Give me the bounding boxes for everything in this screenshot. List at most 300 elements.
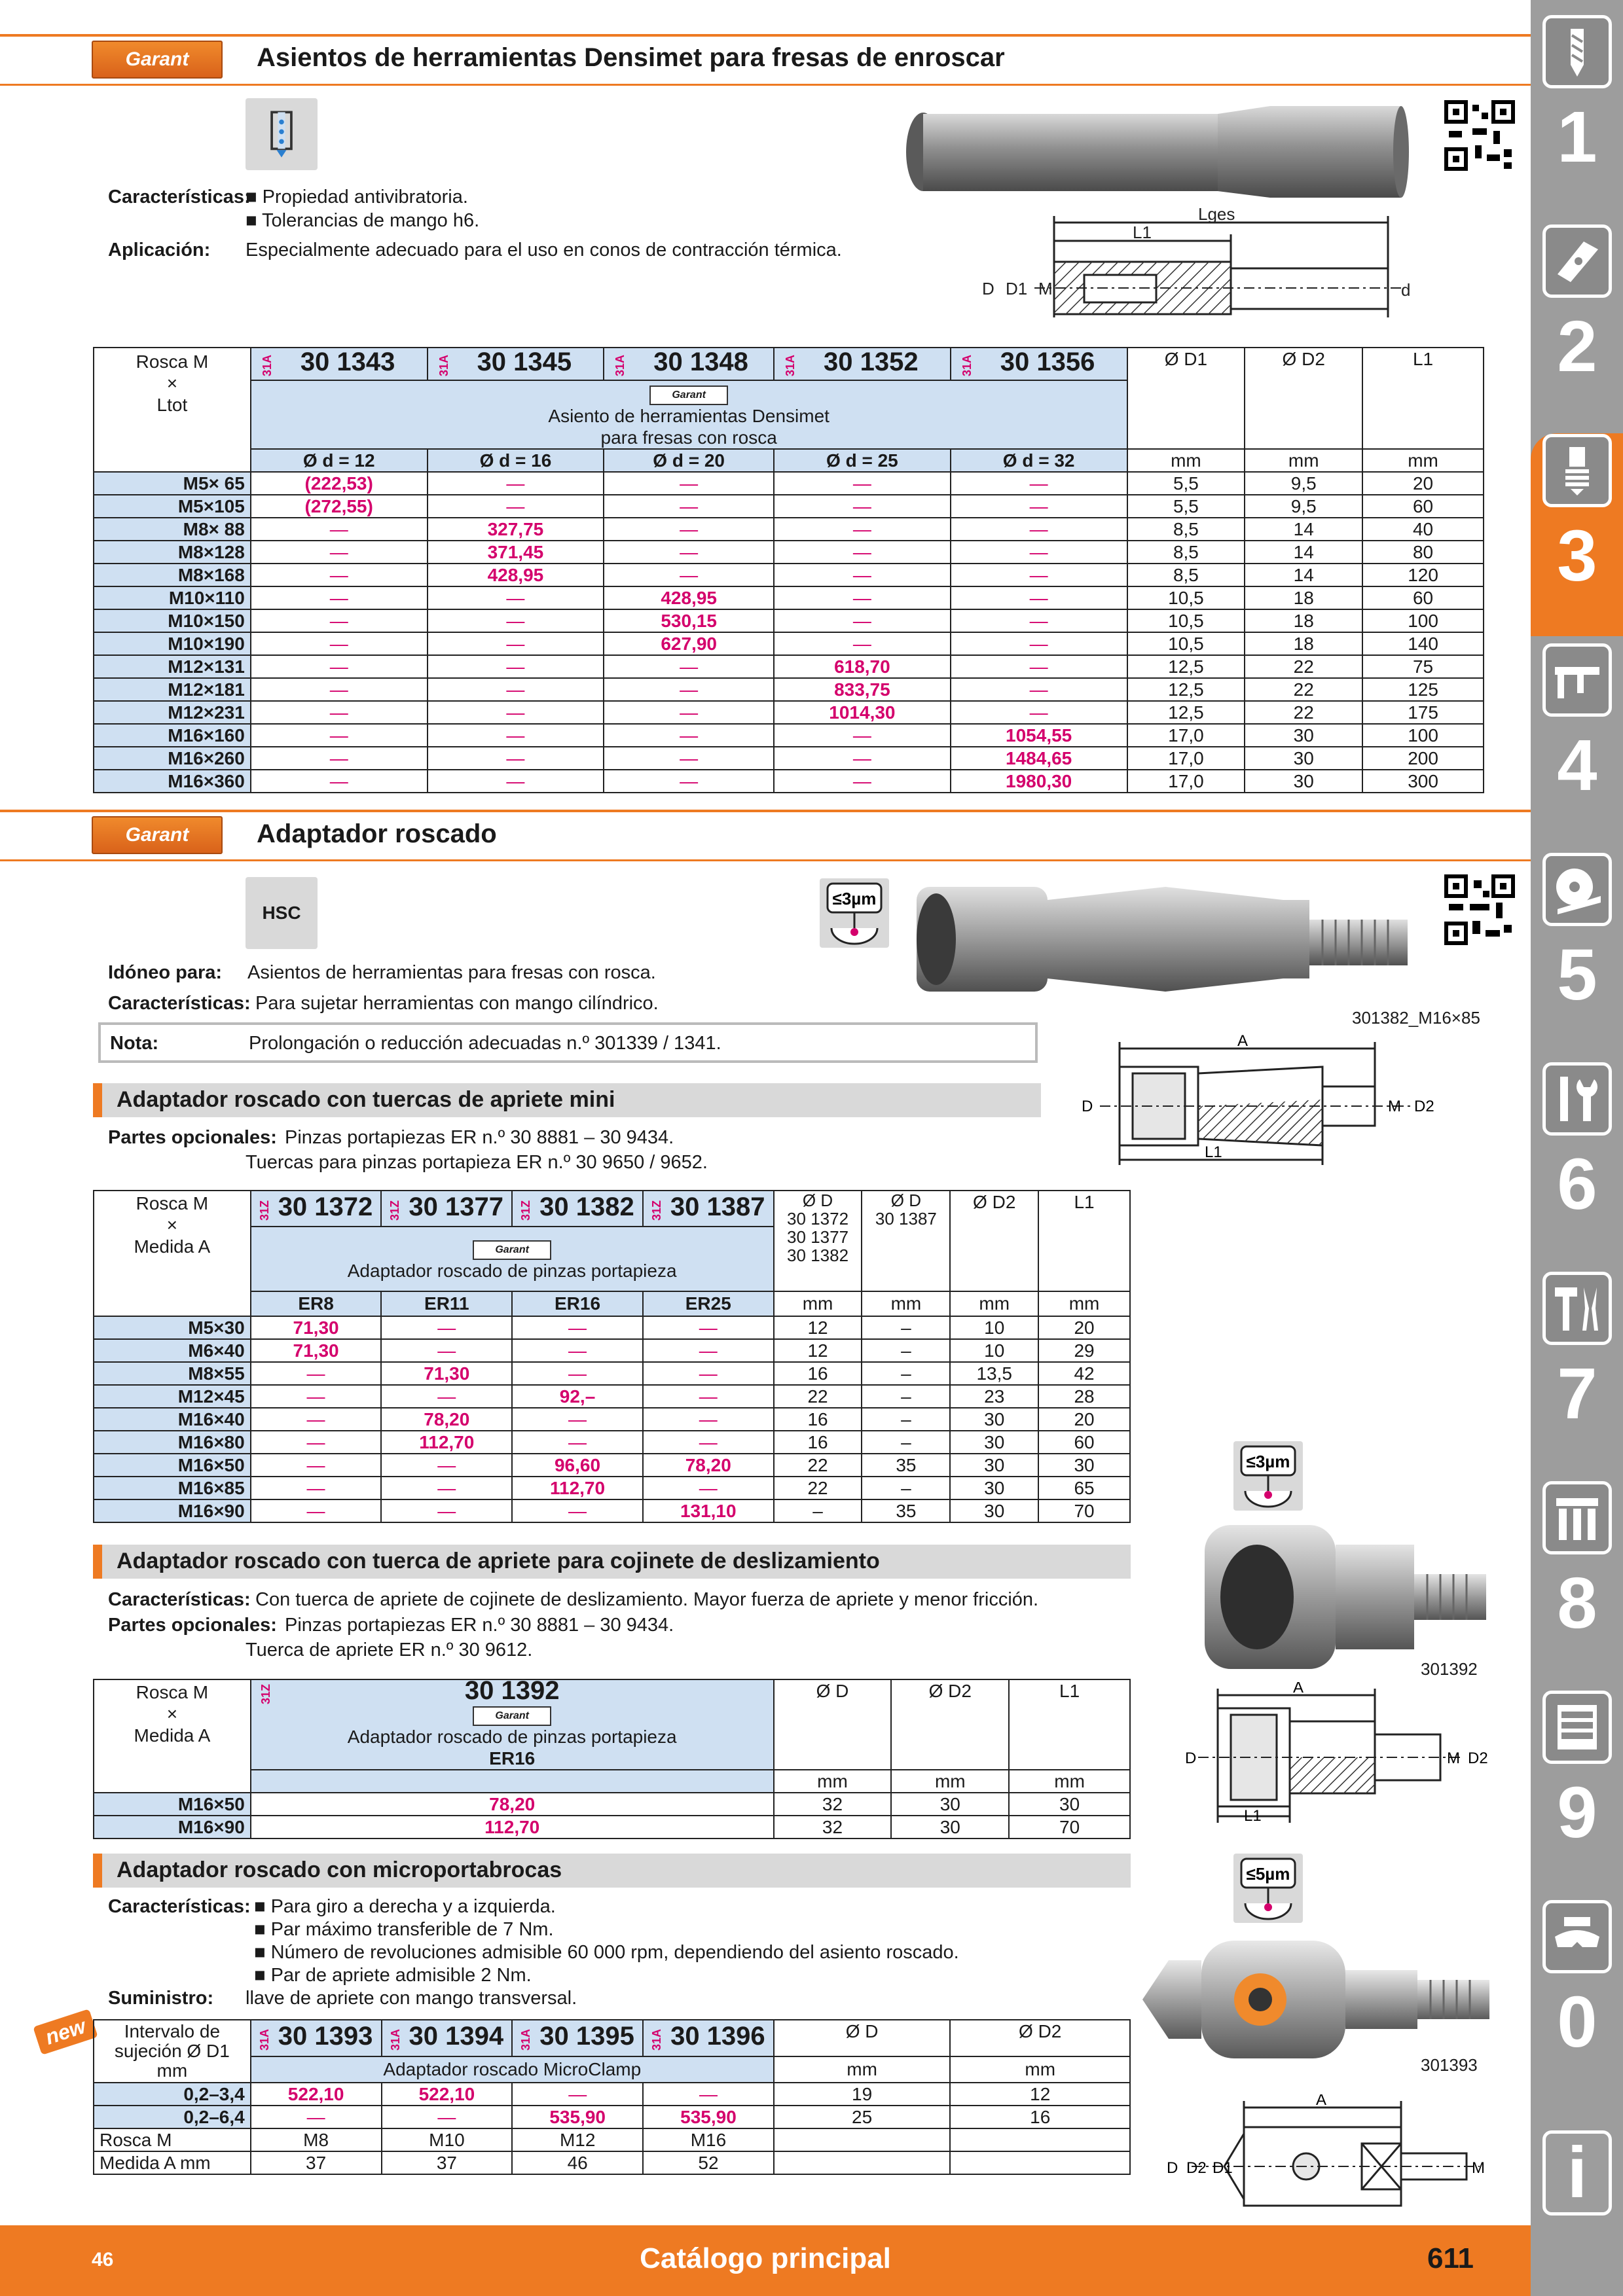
value-cell: 175 [1362, 701, 1484, 724]
price-cell: 112,70 [381, 1431, 512, 1454]
row-size: M12×231 [94, 701, 251, 724]
price-cell: 535,90 [643, 2106, 774, 2128]
table-row [94, 518, 1484, 541]
article-header: 31A 30 1395 [512, 2020, 643, 2056]
measure-cell: 37 [251, 2151, 382, 2174]
price-cell: — [251, 701, 428, 724]
value-cell: 30 [891, 1816, 1009, 1839]
er-size-header: ER25 [643, 1291, 774, 1316]
page-footer [0, 2225, 1531, 2296]
tab-chapter-1[interactable] [1539, 10, 1616, 219]
tab-number: 0 [1557, 1982, 1597, 2062]
col-header-l1: L1 [1009, 1679, 1130, 1770]
subsection-header: Adaptador roscado con tuerca de apriete para cojinete de deslizamiento [93, 1545, 1131, 1579]
col-header-d2: Ø D2 [891, 1679, 1009, 1770]
table-row [94, 2083, 1130, 2106]
price-cell: — [251, 724, 428, 747]
unit-cell: mm [774, 1770, 892, 1793]
value-cell: 10 [950, 1316, 1038, 1339]
er-size-header: ER16 [512, 1291, 643, 1316]
price-cell: — [251, 586, 428, 609]
info-icon: i [1542, 2130, 1612, 2215]
table-row [94, 747, 1484, 770]
value-cell: 22 [774, 1385, 862, 1408]
col-header-d-ref1: Ø D 30 1372 30 1377 30 1382 [774, 1191, 862, 1291]
value-cell: 32 [774, 1816, 892, 1839]
svg-text:≤3µm: ≤3µm [1246, 1452, 1290, 1471]
value-cell: 5,5 [1127, 495, 1245, 518]
price-cell: — [251, 564, 428, 586]
price-cell: 535,90 [512, 2106, 643, 2128]
price-cell: — [428, 655, 604, 678]
price-cell: 78,20 [381, 1408, 512, 1431]
row-size: M10×150 [94, 609, 251, 632]
section-title: Asientos de herramientas Densimet para fresas de enroscar [257, 43, 1005, 72]
price-cell: — [512, 1316, 643, 1339]
price-cell: 71,30 [251, 1316, 382, 1339]
unit-cell: mm [774, 1291, 862, 1316]
price-cell: — [604, 770, 774, 793]
price-cell: — [774, 472, 951, 495]
col-header-l1: L1 [1038, 1191, 1130, 1291]
value-cell: – [862, 1477, 950, 1499]
price-cell: 78,20 [251, 1793, 774, 1816]
value-cell: 14 [1245, 564, 1362, 586]
col-header-d-ref2: Ø D 30 1387 [862, 1191, 950, 1291]
plain-bearing-adapter-table [93, 1676, 1131, 1839]
price-cell: 371,45 [428, 541, 604, 564]
col-header-d2: Ø D2 [950, 2020, 1130, 2056]
diameter-header: Ø d = 12 [251, 449, 428, 472]
value-cell: 200 [1362, 747, 1484, 770]
tab-chapter-3[interactable] [1539, 429, 1616, 638]
value-cell: 30 [1245, 724, 1362, 747]
price-cell: 833,75 [774, 678, 951, 701]
dim-label-lges: Lges [1198, 204, 1235, 224]
value-cell: 23 [950, 1385, 1038, 1408]
unit-cell: mm [950, 2056, 1130, 2083]
price-cell: — [381, 1477, 512, 1499]
price-cell: — [251, 655, 428, 678]
article-header: 31Z 30 1382 [512, 1191, 643, 1227]
insert-icon [1542, 224, 1612, 298]
row-size: M5×105 [94, 495, 251, 518]
value-cell: 20 [1362, 472, 1484, 495]
hsc-icon: HSC [246, 877, 318, 949]
price-cell: 71,30 [381, 1362, 512, 1385]
table-row [94, 1793, 1130, 1816]
feature-line: ■ Número de revoluciones admisible 60 000 rpm, dependiendo del asiento roscado. [254, 1942, 959, 1963]
tap-icon [1542, 434, 1612, 507]
svg-text:D: D [1185, 1749, 1197, 1767]
thread-adapter-photo [917, 874, 1414, 1005]
value-cell: 16 [774, 1362, 862, 1385]
value-cell: 30 [950, 1408, 1038, 1431]
dim-label-l1: L1 [1133, 223, 1152, 242]
densimet-holder-photo [903, 105, 1421, 203]
svg-text:D2: D2 [1468, 1749, 1488, 1767]
value-cell: 8,5 [1127, 541, 1245, 564]
price-cell: — [951, 541, 1127, 564]
tab-chapter-2[interactable] [1539, 219, 1616, 429]
row-size: M16×160 [94, 724, 251, 747]
value-cell: 14 [1245, 518, 1362, 541]
price-cell: 1484,65 [951, 747, 1127, 770]
features-label: Características: [108, 1896, 251, 1917]
measure-label: Medida A mm [94, 2151, 251, 2174]
svg-text:≤5µm: ≤5µm [1246, 1864, 1290, 1884]
price-cell: — [251, 518, 428, 541]
saw-blade-icon [1542, 853, 1612, 926]
unit-cell: mm [1362, 449, 1484, 472]
thread-adapter-drawing [1074, 1034, 1493, 1165]
value-cell: 30 [950, 1431, 1038, 1454]
value-cell: 5,5 [1127, 472, 1245, 495]
price-cell: 112,70 [251, 1816, 774, 1839]
value-cell: 100 [1362, 724, 1484, 747]
value-cell: 29 [1038, 1339, 1130, 1362]
price-cell: 1054,55 [951, 724, 1127, 747]
price-cell: 1980,30 [951, 770, 1127, 793]
feature-line: ■ Par máximo transferible de 7 Nm. [254, 1919, 554, 1940]
value-cell: 35 [862, 1499, 950, 1522]
col-header-d: Ø D [774, 1679, 892, 1770]
toolbox-icon [1542, 1481, 1612, 1554]
price-cell: — [251, 1362, 382, 1385]
price-cell: — [774, 770, 951, 793]
price-cell: — [251, 1385, 382, 1408]
garant-logo: Garant [92, 816, 223, 854]
mini-nut-adapter-table [93, 1190, 1131, 1523]
subsection-header: Adaptador roscado con microportabrocas [93, 1854, 1131, 1888]
tab-chapter-8[interactable] [1539, 1476, 1616, 1685]
value-cell: 32 [774, 1793, 892, 1816]
value-cell: – [862, 1385, 950, 1408]
section-title: Adaptador roscado [257, 819, 497, 848]
unit-cell: mm [1009, 1770, 1130, 1793]
features-text: Para sujetar herramientas con mango cilíndrico. [255, 993, 659, 1014]
optional-parts-label: Partes opcionales: [108, 1127, 277, 1148]
price-cell: — [604, 564, 774, 586]
note-text: Prolongación o reducción adecuadas n.º 301339 / 1341. [249, 1033, 721, 1054]
value-cell: 8,5 [1127, 564, 1245, 586]
dim-label-d: D [982, 279, 994, 298]
plain-bearing-adapter-photo [1205, 1518, 1493, 1676]
price-cell: — [951, 518, 1127, 541]
section-divider [0, 810, 1531, 812]
diameter-header: Ø d = 25 [774, 449, 951, 472]
row-size: 0,2–6,4 [94, 2106, 251, 2128]
tab-number: 2 [1557, 306, 1597, 387]
table-row [94, 1477, 1130, 1499]
value-cell: 12,5 [1127, 701, 1245, 724]
price-cell: — [951, 678, 1127, 701]
price-cell: — [382, 2106, 513, 2128]
table-row [94, 770, 1484, 793]
price-cell: — [251, 632, 428, 655]
price-cell: — [774, 495, 951, 518]
unit-cell: mm [950, 1291, 1038, 1316]
value-cell: 22 [774, 1477, 862, 1499]
dim-label-d1: D1 [1006, 279, 1028, 298]
price-cell: — [381, 1499, 512, 1522]
table-row [94, 609, 1484, 632]
features-label: Características: [108, 187, 251, 207]
row-size: M16×260 [94, 747, 251, 770]
svg-text:A: A [1293, 1682, 1304, 1696]
note-label: Nota: [110, 1033, 159, 1054]
price-cell: — [643, 1362, 774, 1385]
empty-cell [950, 2128, 1130, 2151]
unit-cell: mm [1038, 1291, 1130, 1316]
image-caption: 301393 [1421, 2055, 1478, 2075]
group-description: Adaptador roscado MicroClamp [251, 2056, 774, 2083]
value-cell: 22 [774, 1454, 862, 1477]
value-cell: 28 [1038, 1385, 1130, 1408]
tab-number: 4 [1557, 725, 1597, 806]
value-cell: 22 [1245, 701, 1362, 724]
price-cell: — [643, 1316, 774, 1339]
footer-title: Catálogo principal [640, 2242, 891, 2274]
empty-cell [774, 2128, 951, 2151]
price-cell: — [951, 632, 1127, 655]
price-cell: — [381, 1385, 512, 1408]
garant-mini-logo: Garant [473, 1240, 551, 1260]
price-cell: — [643, 1431, 774, 1454]
value-cell: 18 [1245, 632, 1362, 655]
value-cell: 22 [1245, 678, 1362, 701]
densimet-table [93, 347, 1484, 793]
micro-chuck-adapter-photo [1142, 1934, 1496, 2065]
value-cell: 10 [950, 1339, 1038, 1362]
tab-chapter-6[interactable] [1539, 1057, 1616, 1266]
note-box [98, 1022, 1038, 1063]
feature-line: ■ Propiedad antivibratoria. [246, 187, 468, 207]
svg-text:A: A [1316, 2094, 1327, 2109]
value-cell: 14 [1245, 541, 1362, 564]
svg-text:≤3µm: ≤3µm [832, 889, 877, 908]
price-cell: — [951, 564, 1127, 586]
row-size: M6×40 [94, 1339, 251, 1362]
suitable-text: Asientos de herramientas para fresas con rosca. [247, 962, 656, 983]
table-row [94, 655, 1484, 678]
value-cell: 30 [950, 1499, 1038, 1522]
unit-cell: mm [774, 2056, 951, 2083]
article-header: 31Z 30 1377 [381, 1191, 512, 1227]
price-cell: — [604, 655, 774, 678]
value-cell: 30 [1245, 747, 1362, 770]
row-size: M5× 65 [94, 472, 251, 495]
row-size: M8×55 [94, 1362, 251, 1385]
drill-icon [1542, 15, 1612, 88]
price-cell: — [643, 1339, 774, 1362]
empty-cell [950, 2151, 1130, 2174]
price-cell: 522,10 [382, 2083, 513, 2106]
price-cell: — [251, 1408, 382, 1431]
features-text: Con tuerca de apriete de cojinete de deslizamiento. Mayor fuerza de apriete y menor fricción. [255, 1589, 1039, 1610]
price-cell: — [643, 2083, 774, 2106]
svg-text:A: A [1237, 1034, 1249, 1050]
table-row [94, 1454, 1130, 1477]
price-cell: — [774, 586, 951, 609]
price-cell: — [604, 495, 774, 518]
row-size: M12×131 [94, 655, 251, 678]
table-row [94, 1362, 1130, 1385]
col-header-l1: L1 [1362, 348, 1484, 449]
runout-accuracy-icon [818, 877, 890, 949]
value-cell: 16 [774, 1408, 862, 1431]
price-cell: — [643, 1385, 774, 1408]
price-cell: — [643, 1477, 774, 1499]
price-cell: — [251, 609, 428, 632]
tab-chapter-0[interactable] [1539, 1895, 1616, 2104]
supply-text: llave de apriete con mango transversal. [246, 1988, 577, 2009]
table-row [94, 1385, 1130, 1408]
value-cell: 17,0 [1127, 724, 1245, 747]
spacer-cell [251, 1770, 774, 1793]
table-row [94, 1431, 1130, 1454]
price-cell: — [251, 1477, 382, 1499]
table-row [94, 2106, 1130, 2128]
value-cell: 18 [1245, 586, 1362, 609]
price-cell: 327,75 [428, 518, 604, 541]
row-size: M12×181 [94, 678, 251, 701]
row-size: 0,2–3,4 [94, 2083, 251, 2106]
price-cell: 522,10 [251, 2083, 382, 2106]
hammer-pliers-icon [1542, 1272, 1612, 1345]
price-cell: — [604, 518, 774, 541]
table-row [94, 564, 1484, 586]
footer-left-number: 46 [92, 2249, 114, 2270]
qr-code[interactable] [1444, 99, 1516, 171]
tab-number: 8 [1557, 1563, 1597, 1643]
article-header: 31Z 30 1387 [643, 1191, 774, 1227]
article-header: 31A 30 1356 [951, 348, 1127, 380]
row-size: M16×80 [94, 1431, 251, 1454]
price-cell: — [251, 541, 428, 564]
price-cell: — [604, 678, 774, 701]
price-cell: 618,70 [774, 655, 951, 678]
value-cell: 300 [1362, 770, 1484, 793]
er-size-header: ER11 [381, 1291, 512, 1316]
table-row [94, 495, 1484, 518]
image-caption: 301392 [1421, 1659, 1478, 1679]
col-header-d2: Ø D2 [950, 1191, 1038, 1291]
article-header: 31A 30 1348 [604, 348, 774, 380]
er-size-header: ER8 [251, 1291, 382, 1316]
value-cell: 30 [1245, 770, 1362, 793]
price-cell: — [428, 724, 604, 747]
table-row [94, 678, 1484, 701]
price-cell: — [951, 495, 1127, 518]
section-divider [0, 84, 1531, 86]
application-label: Aplicación: [108, 240, 211, 260]
col-header-d: Ø D [774, 2020, 951, 2056]
svg-text:L1: L1 [1244, 1807, 1262, 1825]
value-cell: 30 [950, 1454, 1038, 1477]
article-header: 31A 30 1345 [428, 348, 604, 380]
price-cell: — [951, 586, 1127, 609]
price-cell: — [251, 678, 428, 701]
section-divider [0, 859, 1531, 861]
value-cell: 20 [1038, 1316, 1130, 1339]
table-row [94, 1339, 1130, 1362]
feature-line: ■ Tolerancias de mango h6. [246, 210, 480, 231]
thread-cell: M10 [382, 2128, 513, 2151]
value-cell: 10,5 [1127, 609, 1245, 632]
measure-cell: 52 [643, 2151, 774, 2174]
value-cell: 100 [1362, 609, 1484, 632]
features-label: Características: [108, 1589, 251, 1610]
value-cell: – [862, 1431, 950, 1454]
garant-mini-logo: Garant [473, 1706, 551, 1726]
price-cell: — [381, 1454, 512, 1477]
value-cell: 12,5 [1127, 655, 1245, 678]
value-cell: 12 [774, 1339, 862, 1362]
value-cell: 9,5 [1245, 472, 1362, 495]
price-cell: — [774, 632, 951, 655]
value-cell: 30 [1038, 1454, 1130, 1477]
table-row [94, 541, 1484, 564]
svg-text:D1: D1 [1213, 2159, 1233, 2177]
qr-code[interactable] [1444, 874, 1516, 946]
value-cell: 42 [1038, 1362, 1130, 1385]
feature-line: ■ Para giro a derecha y a izquierda. [254, 1896, 556, 1917]
table-row [94, 701, 1484, 724]
price-cell: — [512, 2083, 643, 2106]
supply-label: Suministro: [108, 1988, 214, 2009]
tab-chapter-7[interactable] [1539, 1266, 1616, 1476]
row-size: M16×50 [94, 1454, 251, 1477]
caliper-icon [1542, 643, 1612, 717]
plain-bearing-adapter-drawing [1165, 1682, 1493, 1826]
article-header: 31A 30 1396 [643, 2020, 774, 2056]
price-cell: — [428, 632, 604, 655]
value-cell: 10,5 [1127, 632, 1245, 655]
price-cell: — [951, 472, 1127, 495]
optional-parts-text: Tuerca de apriete ER n.º 30 9612. [246, 1640, 533, 1660]
subsection-header: Adaptador roscado con tuercas de apriete mini [93, 1083, 1041, 1117]
value-cell: 60 [1038, 1431, 1130, 1454]
tab-number: 1 [1557, 97, 1597, 177]
value-cell: 30 [950, 1477, 1038, 1499]
price-cell: — [251, 1454, 382, 1477]
safety-goggles-icon [1542, 1900, 1612, 1973]
coolant-icon [246, 98, 318, 170]
price-cell: 112,70 [512, 1477, 643, 1499]
price-cell: — [774, 724, 951, 747]
row-size: M16×90 [94, 1499, 251, 1522]
row-size: M16×360 [94, 770, 251, 793]
price-cell: — [604, 472, 774, 495]
tab-chapter-9[interactable] [1539, 1685, 1616, 1895]
tab-chapter-4[interactable] [1539, 638, 1616, 848]
garant-logo: Garant [92, 41, 223, 79]
measure-cell: 37 [382, 2151, 513, 2174]
price-cell: 1014,30 [774, 701, 951, 724]
image-caption: 301382_M16×85 [1352, 1008, 1480, 1028]
price-cell: — [512, 1408, 643, 1431]
price-cell: — [951, 701, 1127, 724]
row-size: M8×128 [94, 541, 251, 564]
thread-label: Rosca M [94, 2128, 251, 2151]
empty-cell [774, 2151, 951, 2174]
tab-info[interactable] [1539, 2104, 1616, 2222]
table-corner-header: Rosca M × Medida A [94, 1679, 251, 1793]
tab-chapter-5[interactable] [1539, 848, 1616, 1057]
price-cell: 627,90 [604, 632, 774, 655]
unit-cell: mm [1245, 449, 1362, 472]
